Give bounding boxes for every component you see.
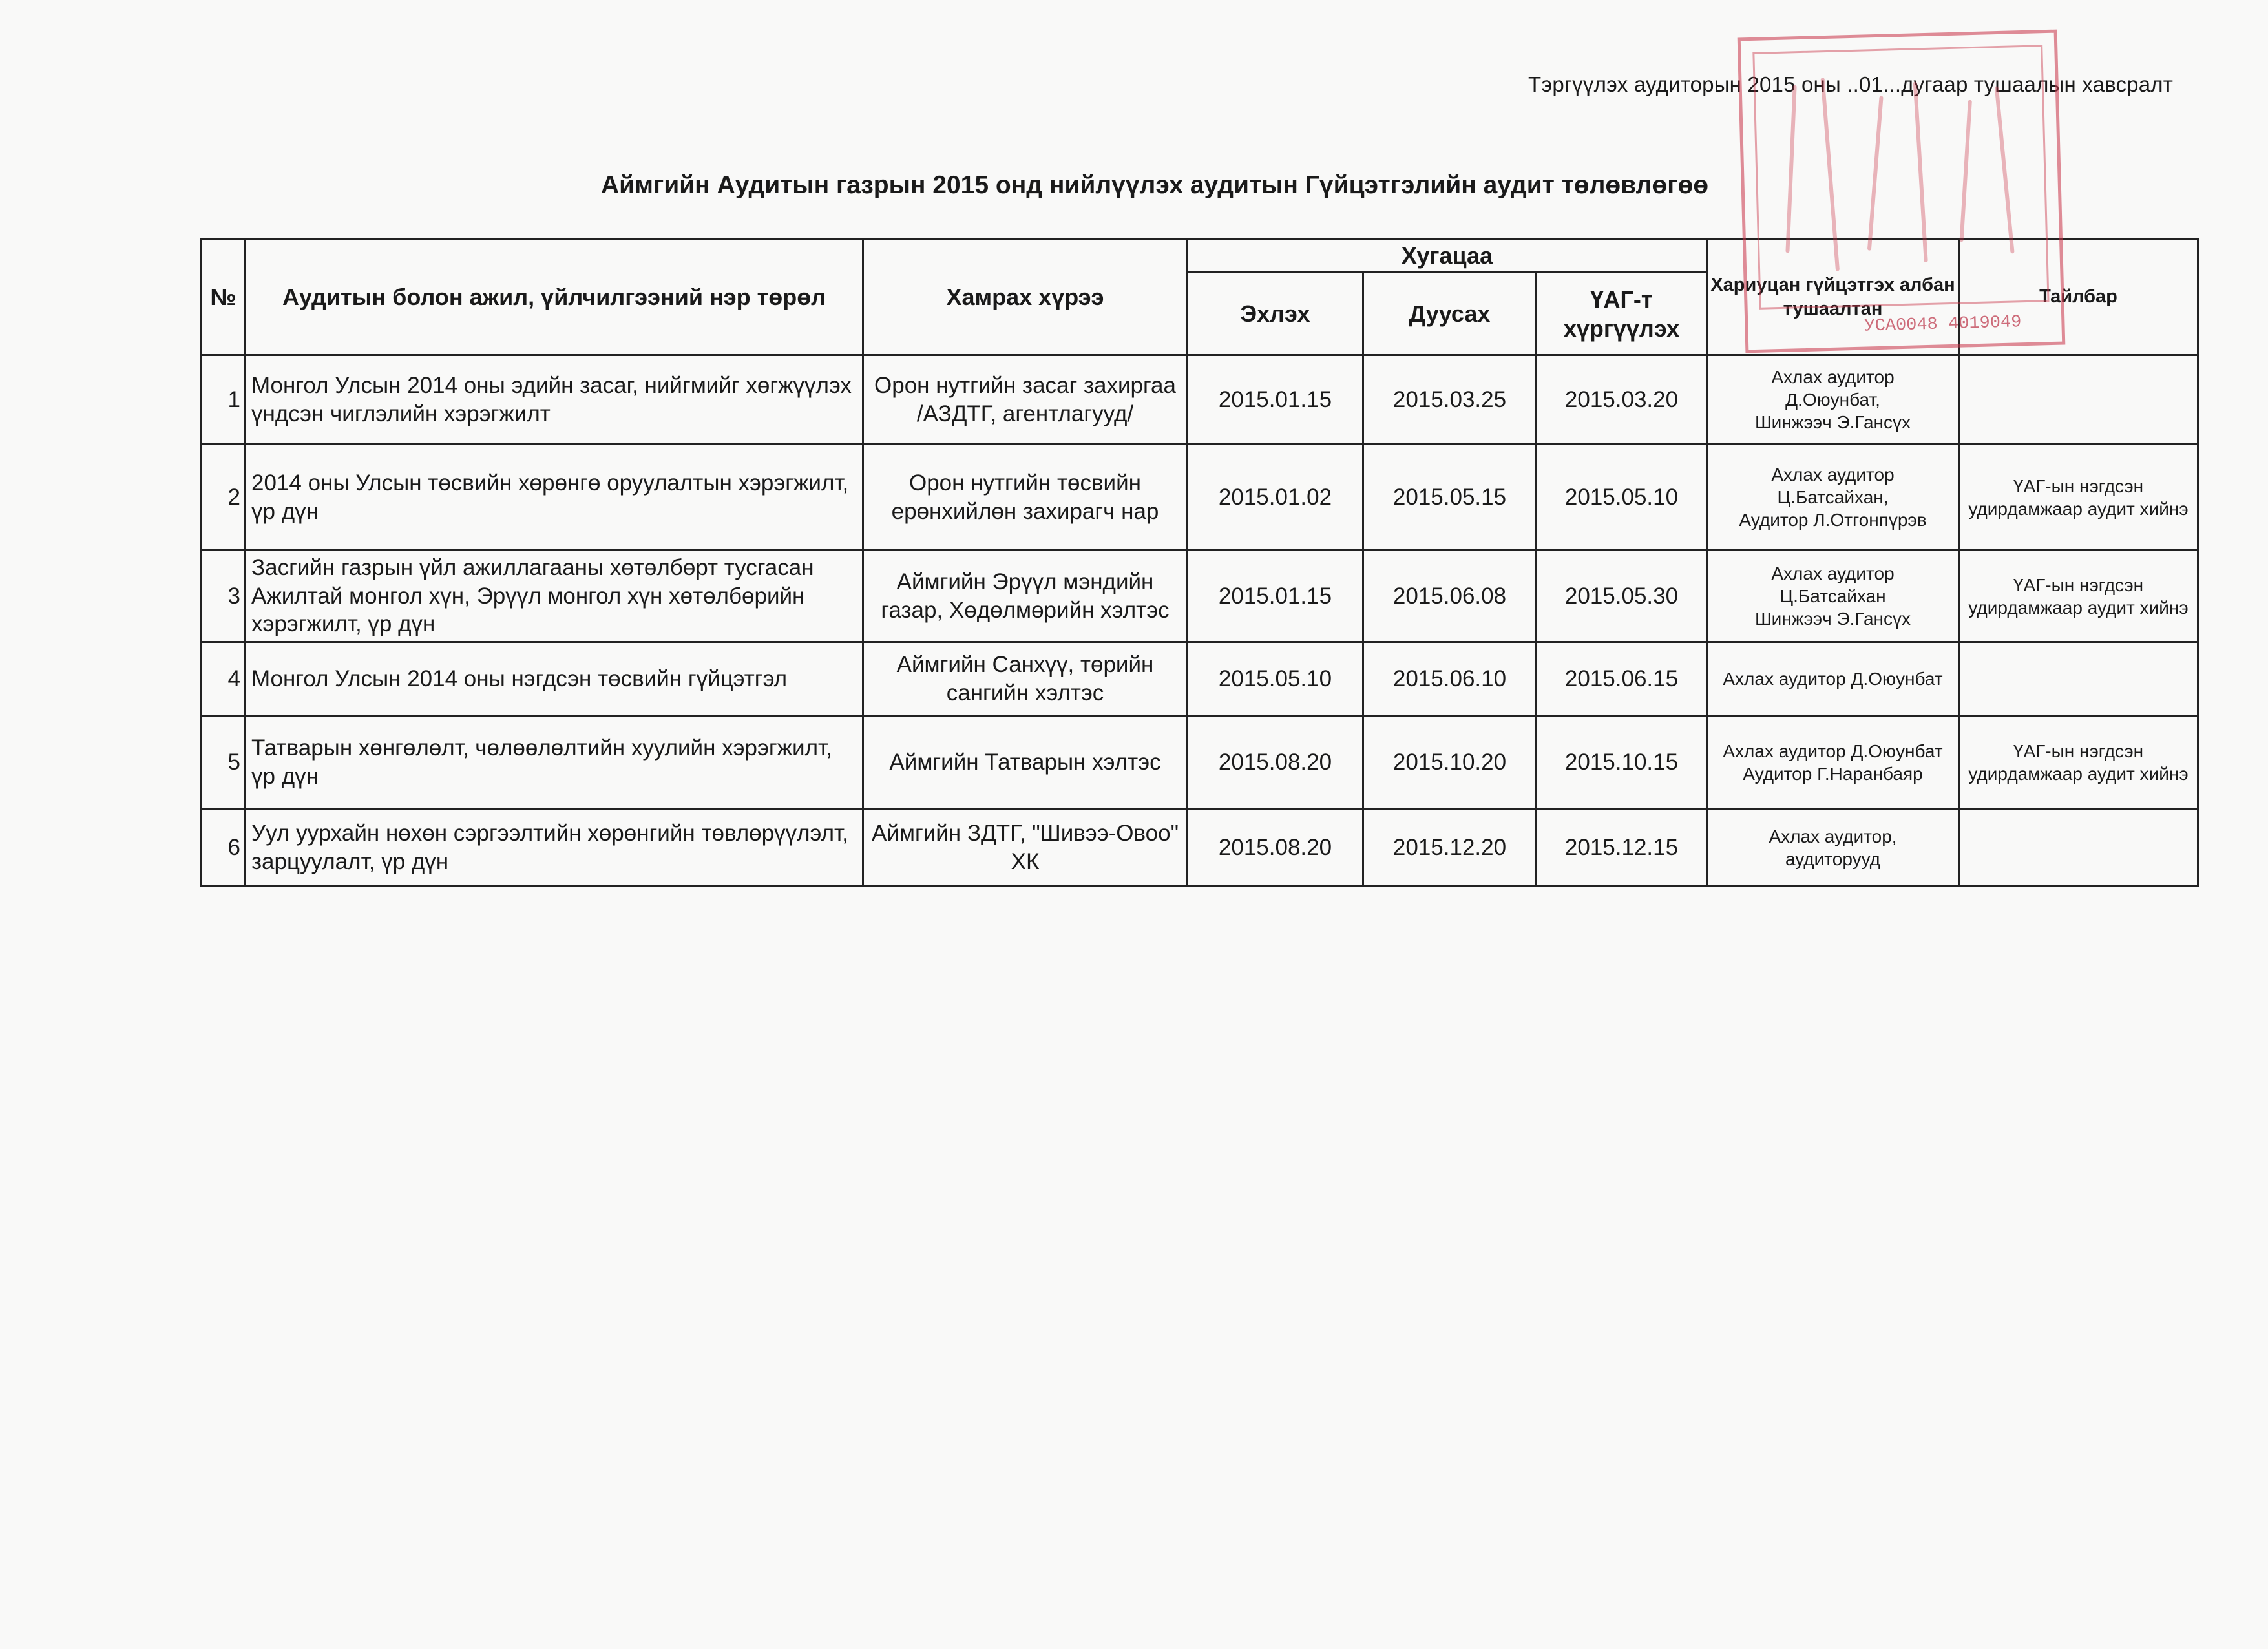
header-note: Тайлбар [1959,239,2198,355]
stamp-script-stroke [1867,96,1884,251]
header-scope: Хамрах хүрээ [863,239,1188,355]
row-start-date: 2015.01.02 [1188,445,1363,551]
row-note: ҮАГ-ын нэгдсэн удирдамжаар аудит хийнэ [1959,716,2198,809]
header-audit-name: Аудитын болон ажил, үйлчилгээний нэр төрөл [246,239,863,355]
row-no: 6 [202,809,246,887]
row-end-date: 2015.06.10 [1363,642,1537,716]
header-submit: ҮАГ-т хүргүүлэх [1537,273,1707,355]
row-submit-date: 2015.06.15 [1537,642,1707,716]
row-no: 4 [202,642,246,716]
row-no: 1 [202,355,246,445]
row-submit-date: 2015.10.15 [1537,716,1707,809]
row-audit-name: Засгийн газрын үйл ажиллагааны хөтөлбөрт тусгасан Ажилтай монгол хүн, Эрүүл монгол хүн хөтөлбөрийн хэрэгжилт, үр дүн [246,551,863,642]
row-start-date: 2015.05.10 [1188,642,1363,716]
header-responsible: Хариуцан гүйцэтгэх албан тушаалтан [1707,239,1959,355]
row-end-date: 2015.05.15 [1363,445,1537,551]
header-note: Тэргүүлэх аудиторын 2015 оны ..01...дугаар тушаалын хавсралт [1528,72,2174,96]
row-scope: Орон нутгийн төсвийн ерөнхийлөн захирагч нар [863,445,1188,551]
row-submit-date: 2015.05.10 [1537,445,1707,551]
row-start-date: 2015.01.15 [1188,551,1363,642]
row-audit-name: Уул уурхайн нөхөн сэргээлтийн хөрөнгийн төвлөрүүлэлт, зарцуулалт, үр дүн [246,809,863,887]
table-row [202,809,2198,887]
row-end-date: 2015.03.25 [1363,355,1537,445]
row-scope: Аймгийн Эрүүл мэндийн газар, Хөдөлмөрийн хэлтэс [863,551,1188,642]
row-end-date: 2015.10.20 [1363,716,1537,809]
row-note [1959,355,2198,445]
row-no: 2 [202,445,246,551]
table-row [202,445,2198,551]
row-note [1959,642,2198,716]
row-responsible: Ахлах аудитор Ц.Батсайхан Шинжээч Э.Гансүх [1707,551,1959,642]
row-responsible: Ахлах аудитор Ц.Батсайхан, Аудитор Л.Отгонпүрэв [1707,445,1959,551]
header-start: Эхлэх [1188,273,1363,355]
stamp-script-stroke [1913,81,1928,262]
row-start-date: 2015.01.15 [1188,355,1363,445]
row-responsible: Ахлах аудитор Д.Оюунбат [1707,642,1959,716]
row-no: 5 [202,716,246,809]
row-audit-name: Монгол Улсын 2014 оны нэгдсэн төсвийн гүйцэтгэл [246,642,863,716]
row-responsible: Ахлах аудитор Д.Оюунбат, Шинжээч Э.Гансүх [1707,355,1959,445]
row-submit-date: 2015.05.30 [1537,551,1707,642]
row-start-date: 2015.08.20 [1188,716,1363,809]
row-scope: Орон нутгийн засаг захиргаа /АЗДТГ, агентлагууд/ [863,355,1188,445]
row-scope: Аймгийн Татварын хэлтэс [863,716,1188,809]
row-audit-name: 2014 оны Улсын төсвийн хөрөнгө оруулалтын хэрэгжилт, үр дүн [246,445,863,551]
header-period: Хугацаа [1188,239,1707,273]
row-audit-name: Татварын хөнгөлөлт, чөлөөлөлтийн хуулийн хэрэгжилт, үр дүн [246,716,863,809]
row-note: ҮАГ-ын нэгдсэн удирдамжаар аудит хийнэ [1959,551,2198,642]
row-responsible: Ахлах аудитор, аудиторууд [1707,809,1959,887]
row-note [1959,809,2198,887]
table-row [202,355,2198,445]
row-end-date: 2015.12.20 [1363,809,1537,887]
document-title: Аймгийн Аудитын газрын 2015 онд нийлүүлэх аудитын Гүйцэтгэлийн аудит төлөвлөгөө [601,171,1709,199]
stamp-code: УСА0048 4019049 [1864,313,2022,337]
header-end: Дуусах [1363,273,1537,355]
table-row [202,716,2198,809]
audit-plan-table [200,238,2199,887]
table-row [202,551,2198,642]
row-note: ҮАГ-ын нэгдсэн удирдамжаар аудит хийнэ [1959,445,2198,551]
row-submit-date: 2015.03.20 [1537,355,1707,445]
stamp-script-stroke [1959,100,1971,242]
row-audit-name: Монгол Улсын 2014 оны эдийн засаг, нийгмийг хөгжүүлэх үндсэн чиглэлийн хэрэгжилт [246,355,863,445]
row-submit-date: 2015.12.15 [1537,809,1707,887]
row-responsible: Ахлах аудитор Д.Оюунбат Аудитор Г.Наранбаяр [1707,716,1959,809]
table-row [202,642,2198,716]
stamp-script-stroke [1785,85,1796,253]
row-scope: Аймгийн ЗДТГ, "Шивээ-Овоо" ХК [863,809,1188,887]
row-scope: Аймгийн Санхүү, төрийн сангийн хэлтэс [863,642,1188,716]
row-end-date: 2015.06.08 [1363,551,1537,642]
header-no: № [202,239,246,355]
row-start-date: 2015.08.20 [1188,809,1363,887]
stamp-script-stroke [1995,86,2015,253]
row-no: 3 [202,551,246,642]
